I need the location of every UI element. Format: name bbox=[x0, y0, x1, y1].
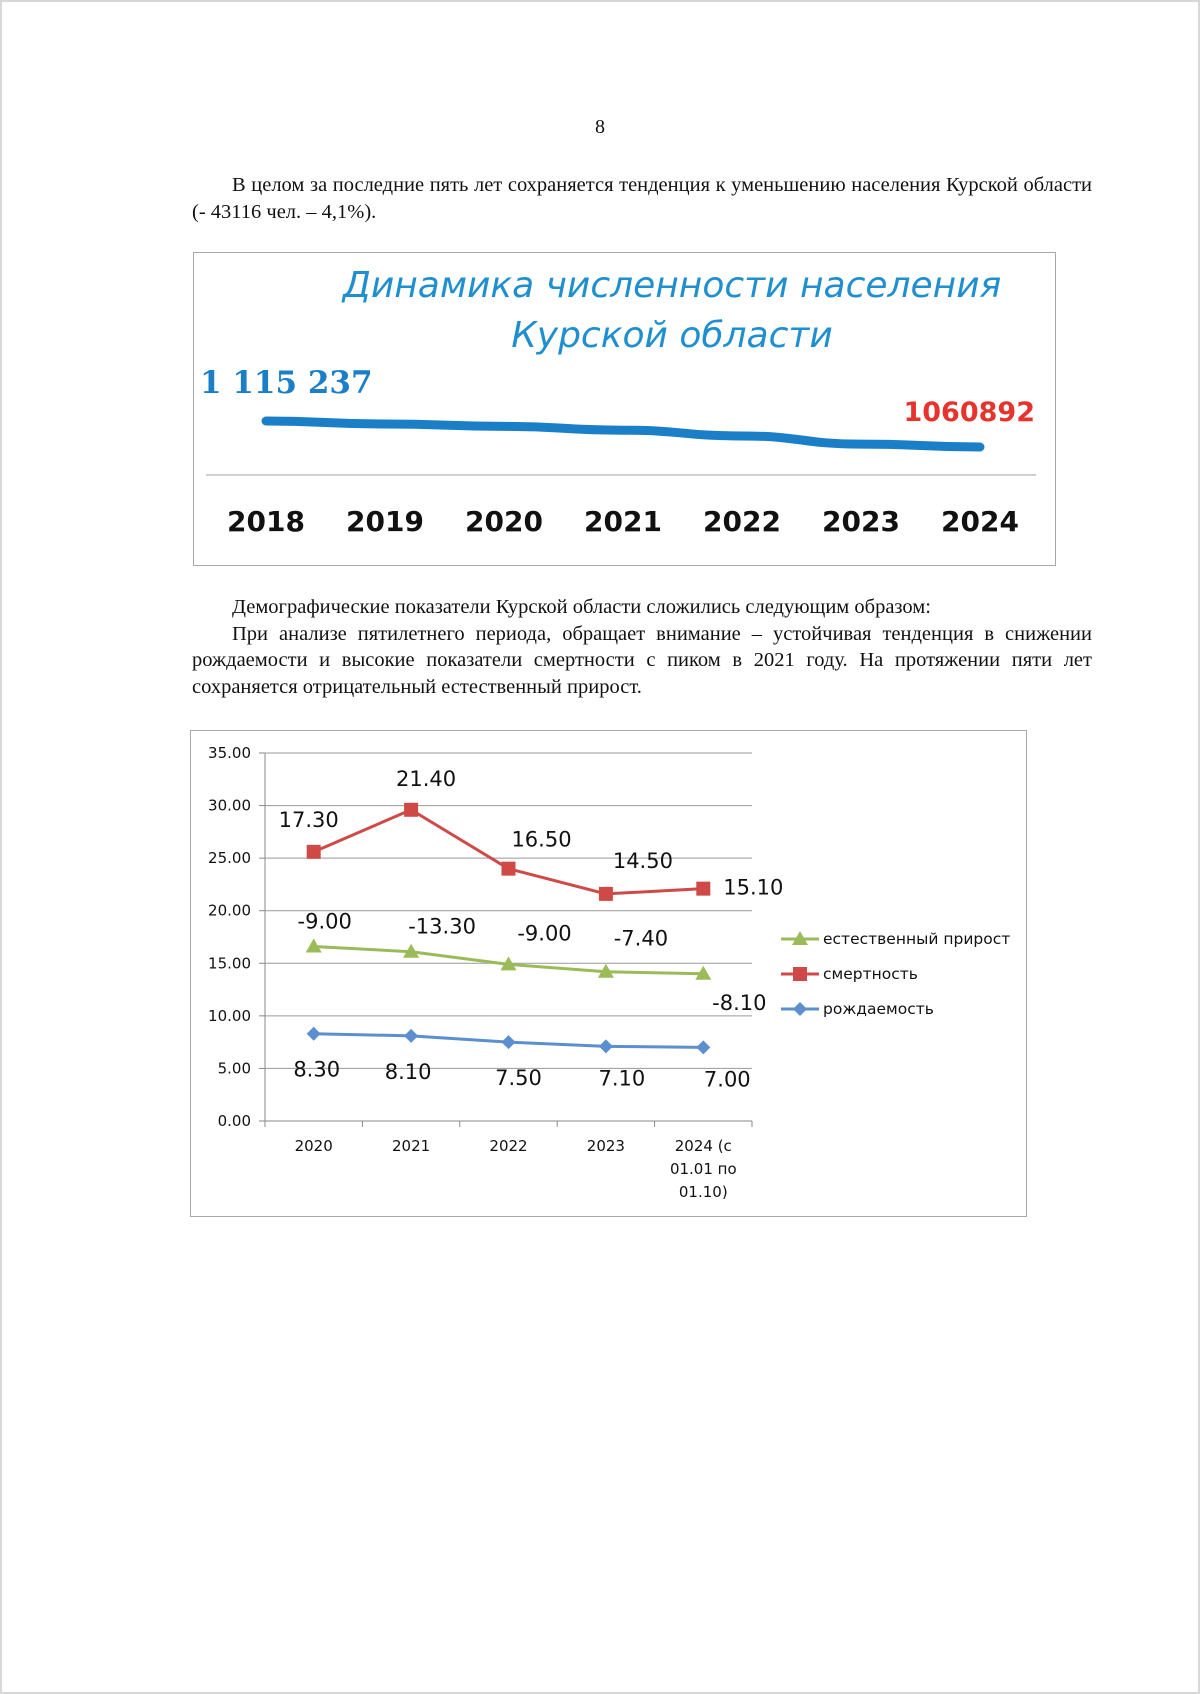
x-tick-label: 2022 bbox=[489, 1137, 528, 1155]
paragraph-demographics-analysis: При анализе пятилетнего периода, обращает внимание – устойчивая тенденция в снижении рождаемости и высокие показатели смертности с пиком в 2021 году. На протяжении пяти лет сохраняется отрицательный естественный прирост. bbox=[192, 622, 1092, 698]
data-point bbox=[599, 1039, 613, 1053]
x-tick-label: 01.01 по bbox=[669, 1160, 737, 1178]
data-label: 17.30 bbox=[278, 807, 339, 832]
x-tick-label: 01.10) bbox=[678, 1183, 728, 1201]
data-label: 21.40 bbox=[396, 766, 457, 791]
data-label: 8.10 bbox=[384, 1059, 432, 1084]
x-tick-label: 2023 bbox=[822, 505, 900, 538]
data-point bbox=[696, 1040, 710, 1054]
legend-marker bbox=[793, 967, 807, 981]
x-tick-label: 2020 bbox=[294, 1137, 333, 1155]
y-tick-label: 10.00 bbox=[208, 1006, 251, 1025]
data-label: -7.40 bbox=[613, 926, 669, 951]
y-tick-label: 20.00 bbox=[208, 901, 251, 920]
data-label: 14.50 bbox=[612, 848, 673, 873]
data-label: -9.00 bbox=[297, 909, 352, 934]
x-tick-label: 2024 bbox=[941, 505, 1019, 538]
legend-label: рождаемость bbox=[823, 1000, 934, 1018]
legend-marker bbox=[793, 1002, 807, 1016]
population-start-label: 1 115 237 bbox=[200, 365, 373, 401]
x-tick-label: 2019 bbox=[346, 505, 424, 538]
x-tick-label: 2023 bbox=[586, 1137, 625, 1155]
y-tick-label: 0.00 bbox=[217, 1112, 251, 1130]
x-tick-label: 2020 bbox=[465, 505, 543, 538]
y-tick-label: 15.00 bbox=[208, 954, 251, 973]
y-tick-label: 5.00 bbox=[217, 1059, 251, 1078]
demographics-chart bbox=[190, 730, 1027, 1217]
data-label: -9.00 bbox=[517, 921, 572, 946]
x-tick-label: 2024 (с bbox=[674, 1137, 732, 1155]
population-series-line bbox=[266, 421, 980, 447]
y-tick-label: 35.00 bbox=[208, 744, 251, 762]
data-point bbox=[599, 887, 613, 901]
population-chart bbox=[193, 252, 1056, 566]
legend-label: естественный прирост bbox=[823, 930, 1011, 948]
y-tick-label: 25.00 bbox=[208, 849, 251, 868]
legend-label: смертность bbox=[823, 965, 918, 983]
demographics-chart-svg bbox=[191, 731, 1028, 1218]
paragraph-demographics-intro: Демографические показатели Курской области сложились следующим образом: bbox=[232, 596, 931, 618]
y-tick-label: 30.00 bbox=[208, 796, 251, 815]
chart-title-line: Курской области bbox=[511, 315, 833, 356]
data-label: 16.50 bbox=[511, 827, 572, 852]
data-point bbox=[307, 1027, 321, 1041]
data-label: 7.10 bbox=[598, 1066, 646, 1091]
x-tick-label: 2021 bbox=[584, 505, 662, 538]
x-tick-label: 2022 bbox=[703, 505, 781, 538]
population-end-label: 1060892 bbox=[903, 397, 1035, 428]
paragraph-demographics bbox=[192, 594, 1092, 700]
data-point bbox=[404, 1029, 418, 1043]
data-point bbox=[502, 862, 516, 876]
data-point bbox=[307, 845, 321, 859]
population-chart-svg bbox=[194, 253, 1057, 567]
x-tick-label: 2018 bbox=[227, 505, 305, 538]
chart-title-line: Динамика численности населения bbox=[342, 265, 1002, 306]
page-number: 8 bbox=[595, 116, 605, 138]
data-label: 15.10 bbox=[723, 875, 784, 900]
data-label: -8.10 bbox=[712, 990, 767, 1015]
data-point bbox=[404, 803, 418, 817]
paragraph-population-trend: В целом за последние пять лет сохраняется тенденция к уменьшению населения Курской области (- 43116 чел. – 4,1%). bbox=[192, 174, 1092, 223]
x-tick-label: 2021 bbox=[392, 1137, 431, 1155]
data-point bbox=[502, 1035, 516, 1049]
data-point bbox=[696, 882, 710, 896]
data-label: 8.30 bbox=[293, 1057, 341, 1082]
data-label: 7.00 bbox=[703, 1067, 751, 1092]
data-label: 7.50 bbox=[495, 1066, 542, 1091]
data-label: -13.30 bbox=[408, 914, 476, 939]
